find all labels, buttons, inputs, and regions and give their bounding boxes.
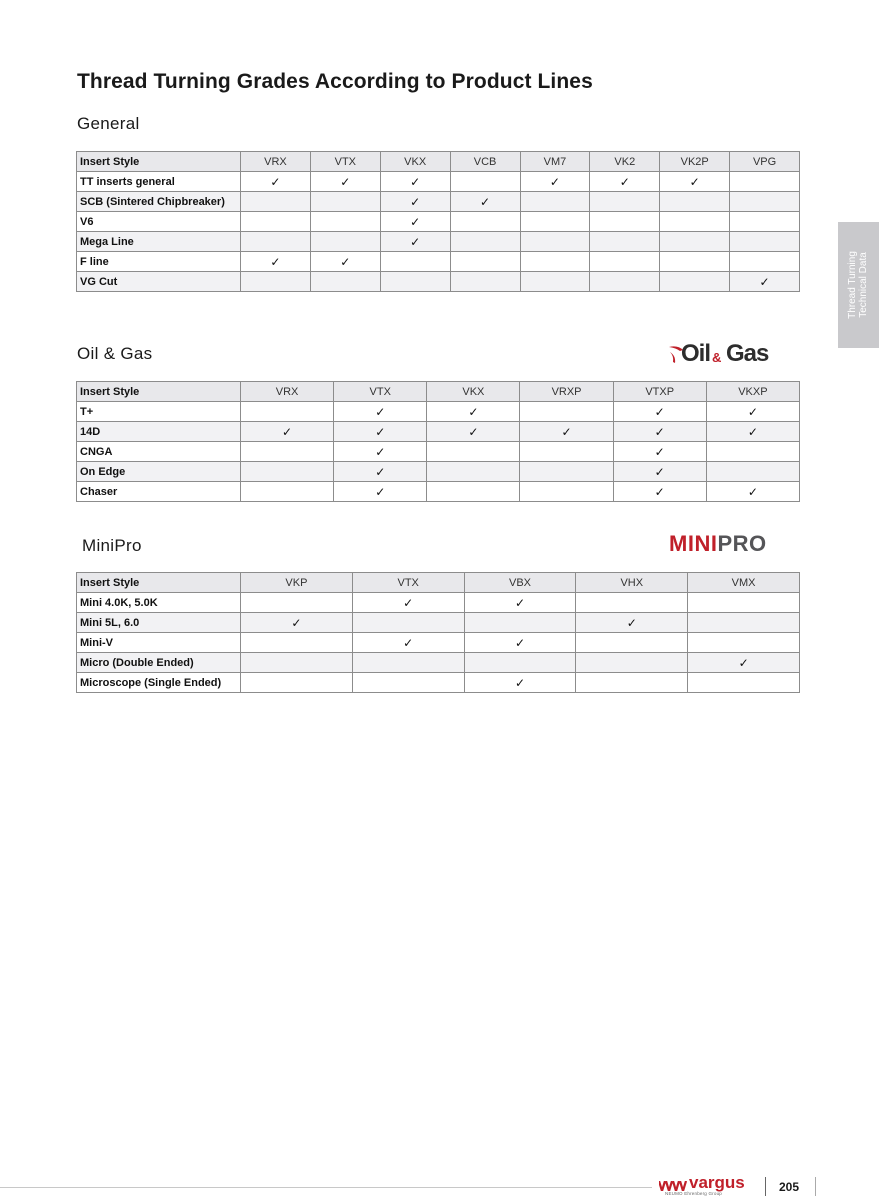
empty-cell [660,252,730,272]
empty-cell [706,462,799,482]
side-tab[interactable] [838,222,879,348]
empty-cell [520,192,590,212]
table-header-row [77,152,800,172]
empty-cell [590,252,660,272]
table-row [77,482,800,502]
table-row [77,593,800,613]
empty-cell [660,272,730,292]
check-icon: ✓ [380,212,450,232]
oilgas-table [76,381,800,502]
row-label: Chaser [77,482,241,502]
check-icon: ✓ [241,172,311,192]
row-label: Mini 5L, 6.0 [77,613,241,633]
column-header-vk2: VK2 [590,152,660,172]
column-header-vm7: VM7 [520,152,590,172]
page-number: 205 [779,1180,800,1194]
empty-cell [576,673,688,693]
table-row [77,613,800,633]
empty-cell [241,653,353,673]
column-header-insert-style: Insert Style [77,382,241,402]
empty-cell [590,192,660,212]
check-icon: ✓ [334,482,427,502]
empty-cell [590,212,660,232]
empty-cell [450,172,520,192]
vargus-logo-text: vargus [689,1173,745,1192]
page-title: Thread Turning Grades According to Product Lines [77,70,593,93]
empty-cell [730,172,800,192]
side-tab-line1: Thread Turning [847,251,858,319]
check-icon: ✓ [241,613,353,633]
check-icon: ✓ [352,633,464,653]
empty-cell [464,653,576,673]
empty-cell [730,252,800,272]
vargus-logo-subtitle: NEUMO Ehrenberg Group [665,1191,722,1196]
empty-cell [241,232,311,252]
empty-cell [520,252,590,272]
empty-cell [352,653,464,673]
column-header-vkx: VKX [427,382,520,402]
column-header-vbx: VBX [464,573,576,593]
empty-cell [688,633,800,653]
check-icon: ✓ [706,482,799,502]
empty-cell [352,673,464,693]
empty-cell [688,613,800,633]
oilgas-heading: Oil & Gas [77,344,153,363]
empty-cell [241,482,334,502]
column-header-vkp: VKP [241,573,353,593]
check-icon: ✓ [450,192,520,212]
minipro-logo [669,531,767,557]
check-icon: ✓ [660,172,730,192]
column-header-vtx: VTX [334,382,427,402]
empty-cell [241,633,353,653]
empty-cell [310,272,380,292]
row-label: Mini-V [77,633,241,653]
check-icon: ✓ [613,482,706,502]
side-tab-line2: Technical Data [858,252,869,318]
footer-rule [0,1187,652,1188]
check-icon: ✓ [730,272,800,292]
row-label: On Edge [77,462,241,482]
column-header-vmx: VMX [688,573,800,593]
table-row [77,422,800,442]
row-label: SCB (Sintered Chipbreaker) [77,192,241,212]
empty-cell [310,232,380,252]
row-label: 14D [77,422,241,442]
column-header-vrx: VRX [241,382,334,402]
check-icon: ✓ [310,252,380,272]
empty-cell [241,212,311,232]
empty-cell [688,673,800,693]
empty-cell [660,212,730,232]
column-header-vtx: VTX [310,152,380,172]
empty-cell [730,212,800,232]
minipro-logo-mini: MINI [669,531,718,556]
empty-cell [450,272,520,292]
empty-cell [241,462,334,482]
row-label: Mega Line [77,232,241,252]
table-row [77,653,800,673]
empty-cell [730,232,800,252]
check-icon: ✓ [334,422,427,442]
table-row [77,252,800,272]
check-icon: ✓ [613,402,706,422]
column-header-vpg: VPG [730,152,800,172]
check-icon: ✓ [334,462,427,482]
empty-cell [241,593,353,613]
table-row [77,462,800,482]
check-icon: ✓ [380,172,450,192]
column-header-insert-style: Insert Style [77,573,241,593]
check-icon: ✓ [352,593,464,613]
empty-cell [241,402,334,422]
check-icon: ✓ [520,172,590,192]
empty-cell [520,482,613,502]
table-row [77,232,800,252]
check-icon: ✓ [464,673,576,693]
table-header-row [77,382,800,402]
row-label: T+ [77,402,241,422]
empty-cell [590,232,660,252]
column-header-vcb: VCB [450,152,520,172]
table-row [77,192,800,212]
check-icon: ✓ [613,462,706,482]
row-label: TT inserts general [77,172,241,192]
check-icon: ✓ [464,593,576,613]
check-icon: ✓ [688,653,800,673]
check-icon: ✓ [241,252,311,272]
empty-cell [450,252,520,272]
oilgas-logo-oil: Oil [681,340,711,367]
vargus-logo [659,1173,761,1198]
check-icon: ✓ [590,172,660,192]
check-icon: ✓ [334,442,427,462]
oilgas-logo-gas: Gas [726,340,769,367]
empty-cell [520,212,590,232]
empty-cell [310,192,380,212]
empty-cell [450,212,520,232]
column-header-vrxp: VRXP [520,382,613,402]
empty-cell [241,442,334,462]
table-row [77,673,800,693]
empty-cell [380,272,450,292]
vargus-marks-icon [659,1181,687,1191]
empty-cell [241,192,311,212]
check-icon: ✓ [334,402,427,422]
minipro-table [76,572,800,693]
column-header-vkx: VKX [380,152,450,172]
table-row [77,402,800,422]
minipro-logo-pro: PRO [717,531,767,556]
empty-cell [427,462,520,482]
empty-cell [352,613,464,633]
check-icon: ✓ [427,402,520,422]
empty-cell [576,633,688,653]
check-icon: ✓ [464,633,576,653]
check-icon: ✓ [380,192,450,212]
footer-divider-right [815,1177,816,1196]
general-heading: General [77,114,140,133]
row-label: Micro (Double Ended) [77,653,241,673]
column-header-vhx: VHX [576,573,688,593]
row-label: Microscope (Single Ended) [77,673,241,693]
table-row [77,212,800,232]
row-label: F line [77,252,241,272]
row-label: VG Cut [77,272,241,292]
empty-cell [520,402,613,422]
footer-divider [765,1177,766,1196]
general-table [76,151,800,292]
table-row [77,172,800,192]
empty-cell [520,232,590,252]
check-icon: ✓ [241,422,334,442]
row-label: CNGA [77,442,241,462]
check-icon: ✓ [613,442,706,462]
table-header-row [77,573,800,593]
column-header-vrx: VRX [241,152,311,172]
table-row [77,442,800,462]
empty-cell [576,653,688,673]
empty-cell [380,252,450,272]
oilgas-logo-amp: & [712,350,722,365]
table-row [77,633,800,653]
empty-cell [427,482,520,502]
column-header-vtx: VTX [352,573,464,593]
empty-cell [464,613,576,633]
row-label: V6 [77,212,241,232]
check-icon: ✓ [310,172,380,192]
empty-cell [520,272,590,292]
column-header-vtxp: VTXP [613,382,706,402]
empty-cell [576,593,688,613]
empty-cell [590,272,660,292]
table-row [77,272,800,292]
column-header-vkxp: VKXP [706,382,799,402]
check-icon: ✓ [613,422,706,442]
empty-cell [688,593,800,613]
empty-cell [520,462,613,482]
check-icon: ✓ [706,402,799,422]
empty-cell [241,673,353,693]
empty-cell [310,212,380,232]
column-header-insert-style: Insert Style [77,152,241,172]
minipro-heading: MiniPro [82,536,142,555]
check-icon: ✓ [427,422,520,442]
empty-cell [241,272,311,292]
empty-cell [520,442,613,462]
empty-cell [427,442,520,462]
check-icon: ✓ [380,232,450,252]
empty-cell [660,232,730,252]
empty-cell [730,192,800,212]
check-icon: ✓ [576,613,688,633]
check-icon: ✓ [706,422,799,442]
empty-cell [660,192,730,212]
side-tab-label [847,251,869,319]
row-label: Mini 4.0K, 5.0K [77,593,241,613]
empty-cell [450,232,520,252]
column-header-vk2p: VK2P [660,152,730,172]
check-icon: ✓ [520,422,613,442]
empty-cell [706,442,799,462]
